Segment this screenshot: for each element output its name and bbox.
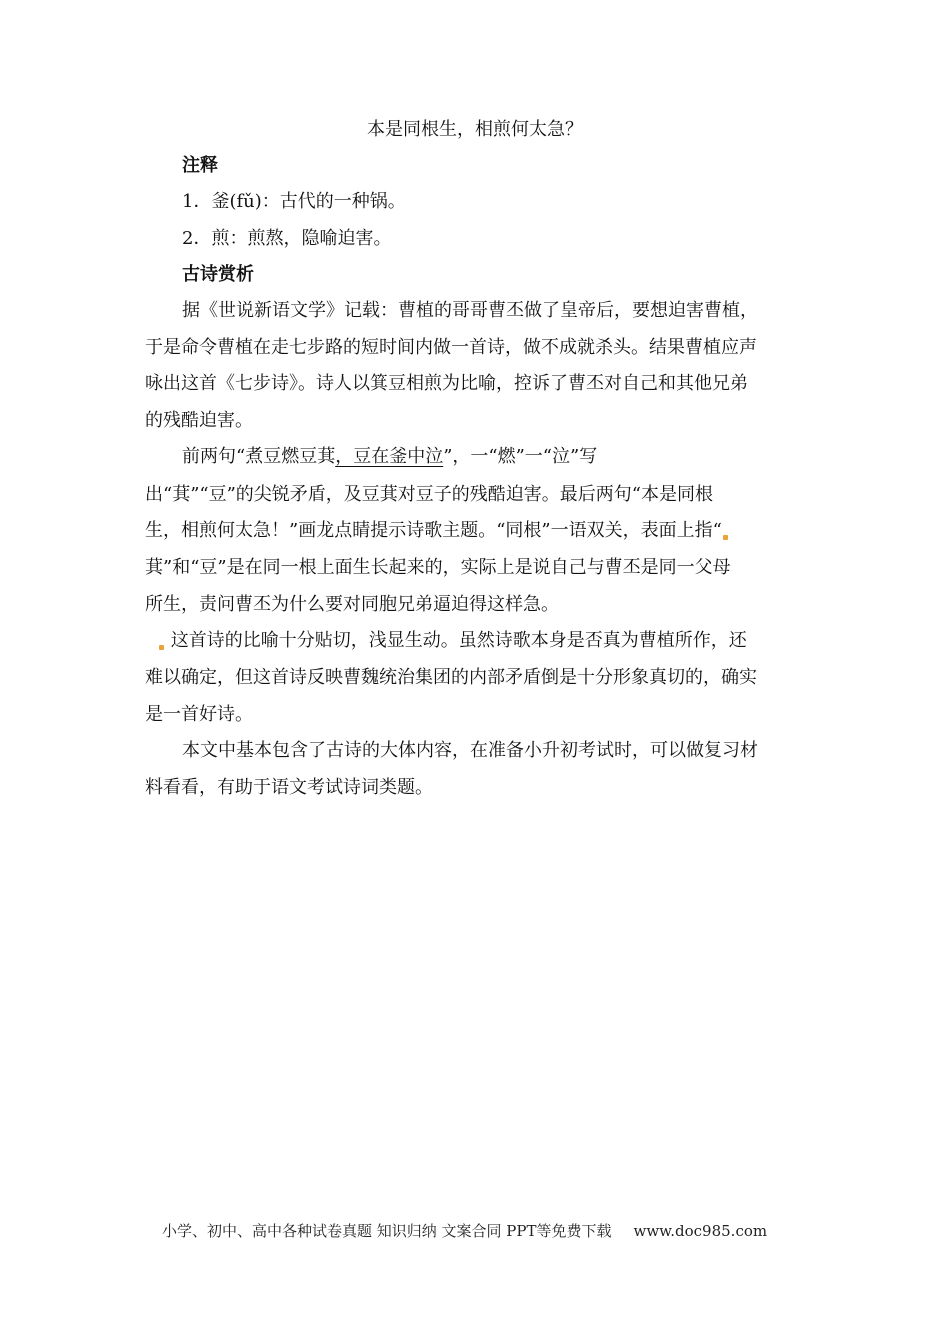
- paragraph-2-line: [145, 519, 729, 543]
- paragraph-2-line: 所生，责问曹丕为什么要对同胞兄弟逼迫得这样急。: [145, 594, 559, 615]
- paragraph-3-line: 难以确定，但这首诗反映曹魏统治集团的内部矛盾倒是十分形象真切的，确实: [145, 667, 757, 688]
- note-item-2: 2．煎：煎熬，隐喻迫害。: [182, 228, 392, 249]
- paragraph-3-line: [158, 629, 747, 653]
- paragraph-1-line: 于是命令曹植在走七步路的短时间内做一首诗，做不成就杀头。结果曹植应声: [145, 337, 757, 358]
- paragraph-3-text: 这首诗的比喻十分贴切，浅显生动。虽然诗歌本身是否真为曹植所作，还: [170, 630, 747, 651]
- paragraph-3-line: 是一首好诗。: [145, 704, 253, 725]
- paragraph-4-line: 本文中基本包含了古诗的大体内容，在准备小升初考试时，可以做复习材: [182, 740, 758, 761]
- paragraph-4-line: 料看看，有助于语文考试诗词类题。: [145, 777, 433, 798]
- paragraph-2-line: [182, 445, 597, 469]
- edit-mark-icon: [159, 645, 164, 650]
- note-item-1: 1．釜(fǔ)：古代的一种锅。: [182, 191, 406, 212]
- paragraph-2-text: 生，相煎何太急！”画龙点睛提示诗歌主题。“同根”一语双关，表面上指“: [145, 520, 722, 541]
- paragraph-2-line: 出“萁”“豆”的尖锐矛盾，及豆萁对豆子的残酷迫害。最后两句“本是同根: [145, 484, 714, 505]
- paragraph-2-text: 前两句“煮豆燃豆萁: [182, 446, 336, 467]
- footer-text: 小学、初中、高中各种试卷真题 知识归纳 文案合同 PPT等免费下载: [162, 1222, 612, 1240]
- paragraph-2-text: ”，一“燃”一“泣”写: [443, 446, 598, 467]
- underlined-quote: ，豆在釜中泣: [335, 446, 444, 467]
- paragraph-2-line: 萁”和“豆”是在同一根上面生长起来的，实际上是说自己与曹丕是同一父母: [145, 557, 731, 578]
- footer-url[interactable]: www.doc985.com: [633, 1222, 768, 1240]
- notes-heading: 注释: [182, 155, 218, 176]
- edit-mark-icon: [723, 535, 728, 540]
- analysis-heading: 古诗赏析: [182, 264, 254, 285]
- paragraph-1-line: 的残酷迫害。: [145, 410, 253, 431]
- poem-line: 本是同根生，相煎何太急？: [367, 119, 583, 140]
- paragraph-1-line: 咏出这首《七步诗》。诗人以箕豆相煎为比喻，控诉了曹丕对自己和其他兄弟: [145, 373, 748, 394]
- page-footer: [162, 1221, 767, 1241]
- paragraph-1-line: 据《世说新语文学》记载：曹植的哥哥曹丕做了皇帝后，要想迫害曹植，: [182, 300, 758, 321]
